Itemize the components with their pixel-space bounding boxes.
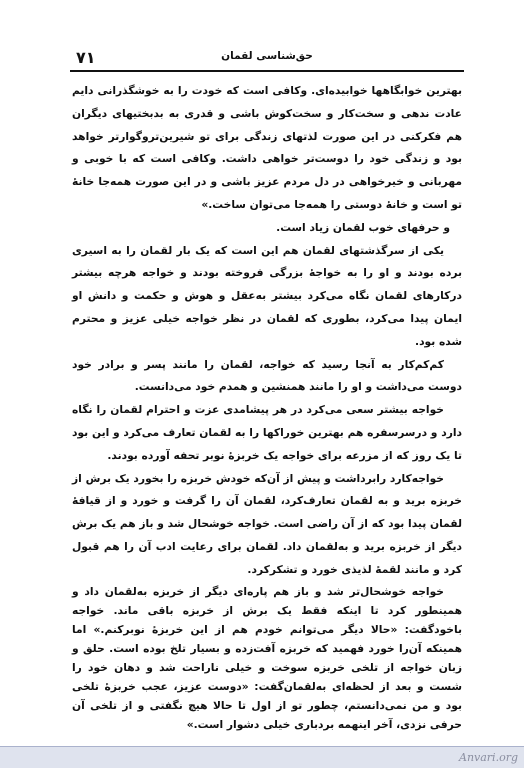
paragraph-1: بهترین خوابگاهها خوابیده‌ای. وکافی است که خودت را به خوشگذرانی دایم عادت ندهی و سخت‌کار و سخت‌کوش باشی و قدری به بدبختیهای دیگران هم فکرکنی در این صورت لذتهای زندگی برای تو شیرین‌تروگوارتر خواهد بود و زندگی خود را دوست‌تر خواهی داشت. وکافی است که با خوبی و مهربانی و خیرخواهی در دل مردم عزیز باشی و در این صورت همه‌جا خانهٔ تو است و خانهٔ دوستی را همه‌جا می‌توان ساخت.» bbox=[72, 84, 462, 211]
body-text bbox=[72, 80, 462, 734]
running-title: حق‌شناسی لقمان bbox=[221, 50, 313, 62]
paragraph-4: کم‌کم‌کار به آنجا رسید که خواجه، لقمان را مانند پسر و برادر خود دوست می‌داشت و او را مانند همنشین و همدم خود می‌دانست. bbox=[72, 357, 462, 394]
site-watermark: Anvari.org bbox=[459, 751, 518, 764]
paragraph-6: خواجه‌کارد رابرداشت و پیش از آن‌که خودش خربزه را بخورد یک برش از خربزه برید و به لقمان تعارف‌کرد، لقمان آن را گرفت و خورد و از قیافهٔ لقمان پیدا بود که از آن راضی است. خواجه خوشحال شد و باز هم یک برش دیگر از خربزه برید و به‌لقمان داد. لقمان برای رعایت ادب آن را هم قبول کرد و مانند لقمهٔ لذیذی خورد و تشکرکرد. bbox=[72, 471, 462, 576]
paragraph-2: و حرفهای خوب لقمان زیاد است. bbox=[276, 220, 450, 234]
paragraph-7: خواجه خوشحال‌تر شد و باز هم پاره‌ای دیگر از خربزه به‌لقمان داد و همینطور کرد تا اینکه فقط یک برش از خربزه باقی ماند. خواجه باخودگفت: «حالا دیگر می‌توانم خودم هم از این خربزهٔ نوبرکنم.» اما همینکه آن‌را خورد فهمید که خربزه آفت‌زده و بسیار تلخ بوده است. حلق و زبان خواجه از تلخی خربزه سوخت و خیلی ناراحت شد و دهان خود را شست و بعد از لحظه‌ای به‌لقمان‌گفت: «دوست عزیز، عجب خربزهٔ تلخی بود و من نمی‌دانستم، چطور تو از اول تا حالا هیچ نگفتی و از تلخی آن حرفی نزدی، آخر اینهمه بردباری خیلی دشوار است.» bbox=[72, 584, 462, 731]
paragraph-3: یکی از سرگذشتهای لقمان هم این است که یک بار لقمان را به اسیری برده بودند و او را به خواجهٔ بزرگی فروخته بودند و خواجه هرچه بیشتر درکارهای لقمان نگاه می‌کرد بیشتر به‌عقل و هوش و حکمت و دانش او ایمان پیدا می‌کرد، بطوری که لقمان در نظر خواجه خیلی عزیز و محترم شده بود. bbox=[72, 243, 462, 348]
page-header bbox=[70, 48, 464, 68]
page-number: ۷۱ bbox=[76, 48, 96, 67]
paragraph-5: خواجه بیشتر سعی می‌کرد در هر پیشامدی عزت و احترام لقمان را نگاه دارد و درسرسفره هم بهترین خوراکها را به لقمان تعارف می‌کرد و این بود تا یک روز که از مزرعه برای خواجه یک خربزهٔ نوبر تحفه آورده بودند. bbox=[72, 403, 462, 462]
footer-divider bbox=[0, 746, 524, 747]
footer-bar bbox=[0, 746, 524, 768]
header-rule bbox=[70, 70, 464, 72]
